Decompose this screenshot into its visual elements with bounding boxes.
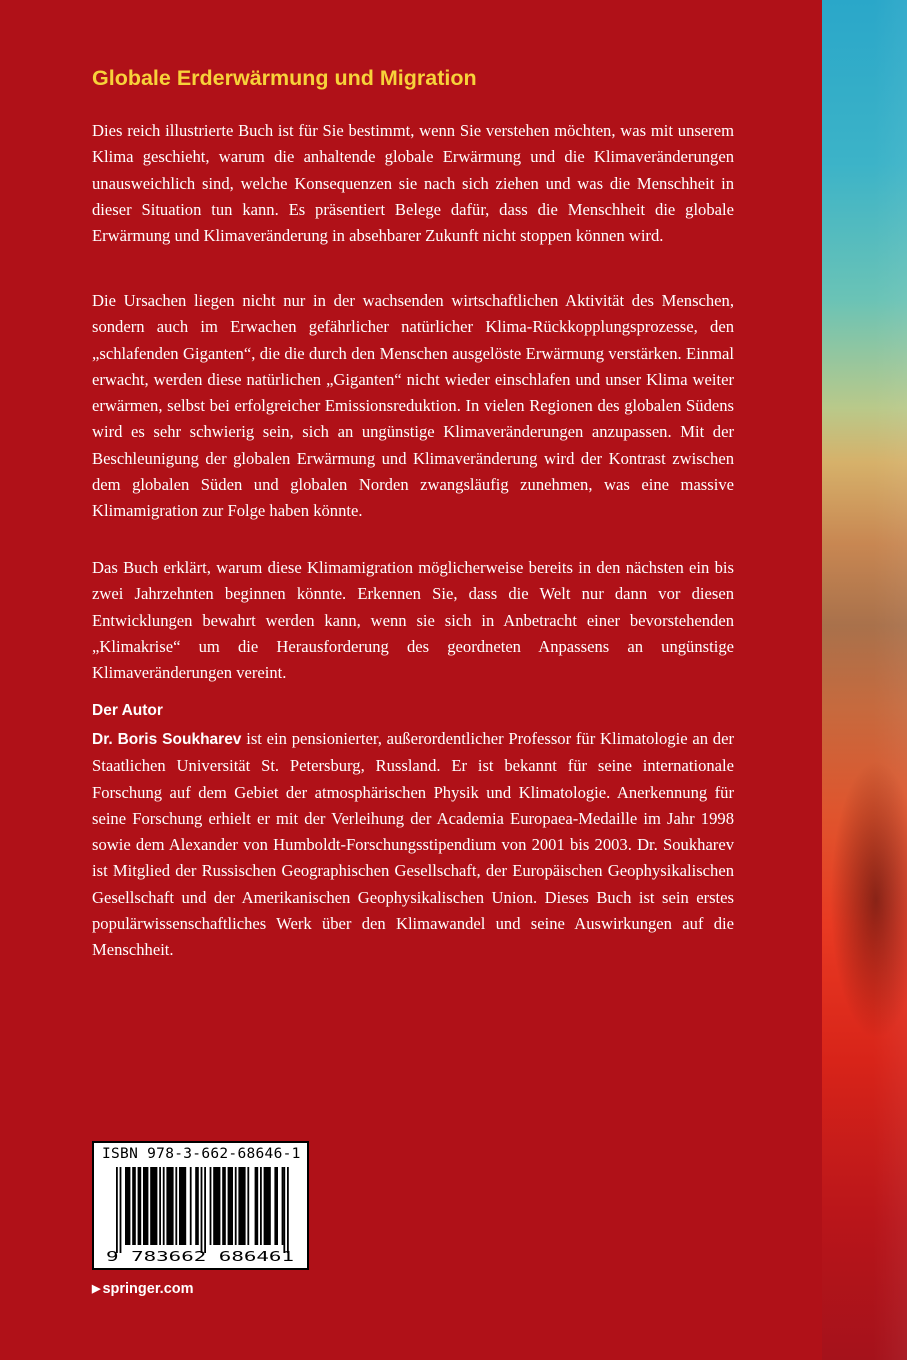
barcode-bar (287, 1167, 289, 1253)
springer-website-link[interactable] (92, 1279, 194, 1299)
barcode-bar (204, 1167, 206, 1253)
barcode-bar (264, 1167, 271, 1245)
cover-photo-strip (822, 0, 907, 1360)
photo-haze-overlay (822, 0, 907, 1360)
barcode-bar (238, 1167, 245, 1245)
author-paragraph (92, 726, 734, 964)
barcode-bar (255, 1167, 259, 1245)
barcode-bar (235, 1167, 237, 1245)
barcode-bar (116, 1167, 118, 1253)
barcode-bar (163, 1167, 165, 1245)
barcode-bar (132, 1167, 136, 1245)
barcode-bar (274, 1167, 278, 1245)
isbn-label: ISBN 978-3-662-68646-1 (102, 1146, 301, 1162)
barcode-bar (138, 1167, 142, 1245)
description-paragraph-1: Dies reich illustrierte Buch ist für Sie bestimmt, wenn Sie verstehen möchten, was mit unserem Klima geschieht, warum die anhaltende globale Erwärmung und die Klimaveränderungen unausweichlich sind, welche Konsequenzen sie nach sich ziehen und was die Menschheit in dieser Situation tun kann. Es präsentiert Belege dafür, dass die Menschheit die globale Erwärmung und Klimaveränderung in absehbarer Zukunft nicht stoppen können wird. (92, 121, 734, 246)
barcode-bar (201, 1167, 203, 1253)
barcode-bar (125, 1167, 130, 1245)
barcode-bar (179, 1167, 186, 1245)
barcode-bar (195, 1167, 199, 1245)
description-paragraph-3: Das Buch erklärt, warum diese Klimamigration möglicherweise bereits in den nächsten ein bis zwei Jahrzehnten beginnen könnte. Erkennen Sie, dass die Welt nur dann vor diesen Entwicklungen bewahrt werden kann, wenn sie sich in Anbetracht einer bevorstehenden „Klimakrise“ um die Herausforderung des geordneten Anpassens an ungünstige Klimaveränderungen vereint. (92, 558, 734, 683)
barcode-bar (283, 1167, 285, 1253)
author-name: Dr. Boris Soukharev (92, 731, 242, 748)
barcode-bar (143, 1167, 148, 1245)
barcode-bar (159, 1167, 161, 1245)
description-paragraph-2: Die Ursachen liegen nicht nur in der wachsenden wirtschaftlichen Aktivität des Menschen, sondern auch im Erwachen gefährlicher natürlicher Klima-Rückkopplungsprozesse, den „schlafenden Giganten“, die die durch den Menschen ausgelöste Erwärmung verstärken. Einmal erwacht, werden diese natürlichen „Giganten“ nicht wieder einschlafen und unser Klima weiter erwärmen, selbst bei erfolgreicher Emissionsreduktion. In vielen Regionen des globalen Südens wird es sehr schwierig sein, sich an ungünstige Klimaveränderungen anzupassen. Mit der Beschleunigung der globalen Erwärmung und Klimaveränderung wird der Kontrast zwischen dem globalen Süden und globalen Norden zwangsläufig zunehmen, was eine massive Klimamigration zur Folge haben könnte. (92, 291, 734, 521)
barcode-bar (282, 1167, 284, 1245)
barcode-bar (175, 1167, 177, 1245)
barcode-bar (222, 1167, 226, 1245)
barcode-bar (210, 1167, 212, 1245)
barcode-digits: 9 783662 686461 (106, 1249, 294, 1263)
book-title: Globale Erderwärmung und Migration (92, 66, 477, 90)
barcode-bar (120, 1167, 122, 1253)
arrow-right-icon: ▶ (92, 1283, 101, 1295)
isbn-barcode (92, 1141, 309, 1270)
barcode-bar (150, 1167, 157, 1245)
barcode-bar (247, 1167, 249, 1245)
barcode-bars (102, 1167, 299, 1263)
barcode-bar (260, 1167, 262, 1245)
author-bio: ist ein pensionierter, außerordentlicher Professor für Klimatologie an der Staatlichen Universität St. Petersburg, Russland. Er ist bekannt für seine internationale Forschung auf dem Gebiet der atmosphärischen Physik und Klimatologie. Anerkennung für seine Forschung erhielt er mit der Verleihung der Academia Europaea-Medaille im Jahr 1998 sowie dem Alexander von Humboldt-Forschungsstipendium von 2001 bis 2003. Dr. Soukharev ist Mitglied der Russischen Geographischen Gesellschaft, der Europäischen Geophysikalischen Gesellschaft und der Amerikanischen Geophysikalischen Union. Dieses Buch ist sein erstes populärwissenschaftliches Werk über den Klimawandel und seine Auswirkungen auf die Menschheit. (92, 729, 734, 960)
barcode-bar (228, 1167, 233, 1245)
springer-website-text: springer.com (102, 1281, 194, 1297)
barcode-bar (213, 1167, 220, 1245)
barcode-bar (190, 1167, 192, 1245)
author-heading: Der Autor (92, 702, 163, 719)
barcode-bar (166, 1167, 173, 1245)
